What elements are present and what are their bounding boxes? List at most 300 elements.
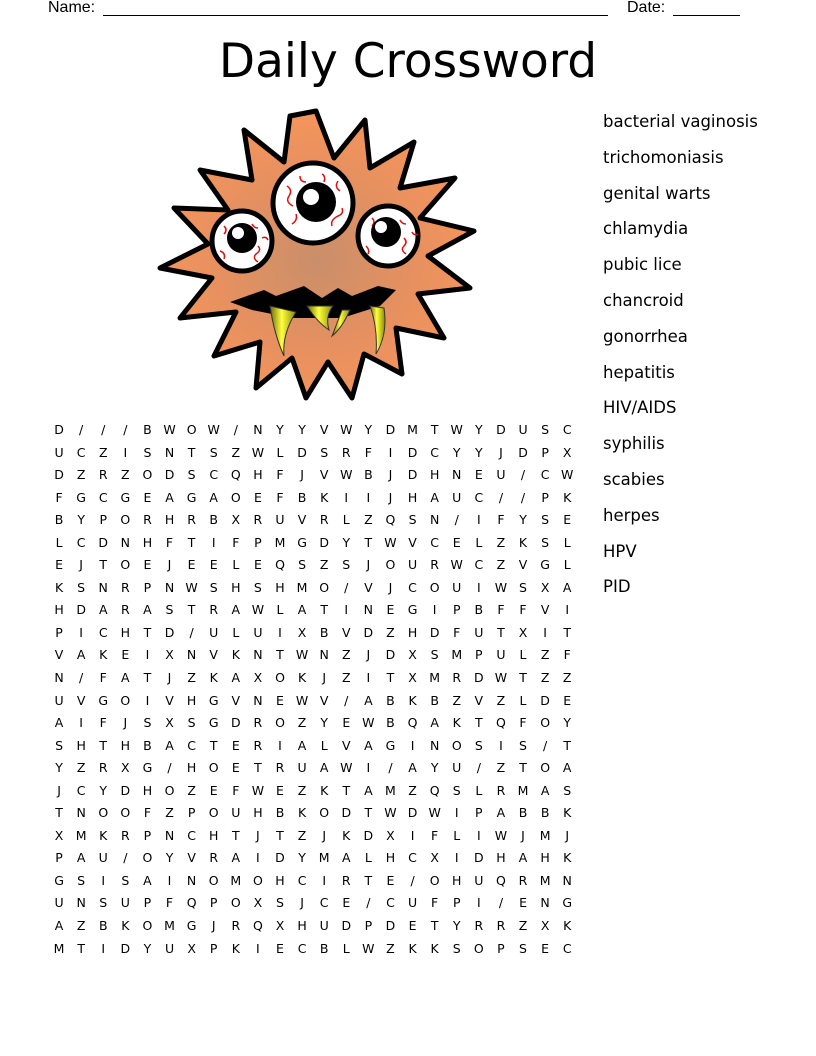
grid-cell[interactable]: O: [142, 918, 153, 934]
grid-cell[interactable]: L: [453, 827, 461, 843]
grid-cell[interactable]: B: [474, 602, 484, 618]
grid-cell[interactable]: E: [143, 489, 152, 505]
grid-cell[interactable]: U: [452, 579, 462, 595]
grid-cell[interactable]: H: [253, 805, 263, 821]
grid-cell[interactable]: T: [430, 422, 439, 437]
grid-cell[interactable]: R: [187, 512, 196, 528]
grid-cell[interactable]: W: [494, 827, 508, 843]
grid-cell[interactable]: A: [364, 692, 373, 708]
grid-cell[interactable]: C: [297, 872, 307, 888]
grid-cell[interactable]: S: [563, 782, 572, 798]
grid-cell[interactable]: I: [79, 624, 83, 640]
grid-cell[interactable]: D: [363, 827, 374, 843]
grid-cell[interactable]: K: [563, 805, 572, 821]
grid-cell[interactable]: J: [366, 647, 371, 663]
grid-cell[interactable]: J: [322, 827, 327, 843]
grid-cell[interactable]: A: [98, 602, 108, 618]
grid-cell[interactable]: P: [55, 850, 63, 866]
grid-cell[interactable]: /: [410, 872, 415, 888]
grid-cell[interactable]: T: [99, 557, 108, 573]
grid-cell[interactable]: V: [518, 557, 528, 573]
grid-cell[interactable]: R: [253, 512, 263, 528]
grid-cell[interactable]: A: [540, 782, 550, 798]
grid-cell[interactable]: O: [429, 579, 440, 595]
grid-cell[interactable]: O: [208, 805, 219, 821]
grid-cell[interactable]: U: [231, 805, 241, 821]
grid-cell[interactable]: Z: [562, 670, 572, 686]
grid-cell[interactable]: S: [342, 557, 351, 573]
grid-cell[interactable]: P: [55, 624, 63, 640]
grid-cell[interactable]: E: [276, 782, 284, 798]
grid-cell[interactable]: O: [275, 715, 285, 731]
grid-cell[interactable]: K: [297, 670, 307, 686]
grid-cell[interactable]: I: [454, 805, 459, 821]
grid-cell[interactable]: W: [163, 422, 176, 437]
grid-cell[interactable]: Z: [364, 512, 373, 528]
grid-cell[interactable]: U: [496, 467, 506, 483]
grid-cell[interactable]: O: [540, 715, 551, 731]
grid-cell[interactable]: Z: [297, 782, 307, 798]
grid-cell[interactable]: H: [275, 872, 285, 888]
grid-cell[interactable]: S: [187, 467, 196, 483]
grid-cell[interactable]: H: [253, 467, 263, 483]
grid-cell[interactable]: D: [120, 940, 131, 956]
grid-cell[interactable]: A: [143, 872, 152, 888]
grid-cell[interactable]: H: [76, 737, 86, 753]
grid-cell[interactable]: H: [142, 534, 153, 550]
grid-cell[interactable]: J: [300, 467, 304, 483]
grid-cell[interactable]: F: [497, 602, 505, 618]
grid-cell[interactable]: Z: [297, 827, 307, 843]
grid-cell[interactable]: Z: [496, 557, 506, 573]
grid-cell[interactable]: H: [540, 850, 550, 866]
grid-cell[interactable]: T: [475, 715, 483, 731]
grid-cell[interactable]: M: [230, 872, 242, 888]
grid-cell[interactable]: D: [120, 782, 131, 798]
grid-cell[interactable]: S: [165, 602, 174, 618]
grid-cell[interactable]: F: [364, 444, 372, 460]
grid-cell[interactable]: C: [562, 940, 572, 956]
grid-cell[interactable]: /: [520, 467, 526, 483]
grid-cell[interactable]: E: [209, 557, 218, 573]
grid-cell[interactable]: C: [76, 444, 86, 460]
grid-cell[interactable]: O: [142, 467, 153, 483]
grid-cell[interactable]: Z: [76, 760, 86, 776]
grid-cell[interactable]: U: [209, 624, 219, 640]
grid-cell[interactable]: I: [278, 737, 282, 753]
grid-cell[interactable]: K: [563, 918, 572, 934]
grid-cell[interactable]: B: [297, 489, 307, 505]
grid-cell[interactable]: B: [319, 624, 329, 640]
grid-cell[interactable]: V: [319, 692, 329, 708]
grid-cell[interactable]: J: [499, 444, 503, 460]
grid-cell[interactable]: B: [143, 737, 152, 753]
grid-cell[interactable]: G: [76, 489, 86, 505]
grid-cell[interactable]: N: [54, 670, 64, 686]
grid-cell[interactable]: R: [341, 872, 351, 888]
grid-cell[interactable]: J: [211, 918, 216, 934]
grid-cell[interactable]: A: [76, 850, 86, 866]
grid-cell[interactable]: S: [519, 737, 527, 753]
grid-cell[interactable]: M: [385, 782, 396, 798]
grid-cell[interactable]: W: [295, 647, 309, 663]
grid-cell[interactable]: V: [474, 692, 484, 708]
grid-cell[interactable]: O: [186, 422, 197, 437]
grid-cell[interactable]: X: [253, 895, 263, 911]
grid-cell[interactable]: I: [123, 444, 128, 460]
grid-cell[interactable]: T: [77, 940, 85, 956]
grid-cell[interactable]: A: [54, 918, 64, 934]
grid-cell[interactable]: S: [276, 895, 284, 911]
grid-cell[interactable]: S: [541, 512, 550, 528]
grid-cell[interactable]: K: [231, 940, 240, 956]
grid-cell[interactable]: D: [98, 534, 109, 550]
grid-cell[interactable]: A: [430, 715, 439, 731]
grid-cell[interactable]: H: [496, 850, 506, 866]
grid-cell[interactable]: /: [79, 670, 84, 686]
grid-cell[interactable]: X: [231, 512, 241, 528]
grid-cell[interactable]: M: [318, 850, 330, 866]
grid-cell[interactable]: J: [521, 827, 525, 843]
grid-cell[interactable]: T: [519, 760, 527, 776]
grid-cell[interactable]: I: [256, 940, 260, 956]
grid-cell[interactable]: H: [275, 579, 285, 595]
grid-cell[interactable]: E: [187, 557, 196, 573]
grid-cell[interactable]: E: [408, 918, 417, 934]
grid-cell[interactable]: C: [430, 534, 439, 550]
grid-cell[interactable]: X: [430, 850, 439, 866]
grid-cell[interactable]: X: [386, 827, 395, 843]
grid-cell[interactable]: W: [340, 760, 353, 776]
grid-cell[interactable]: D: [474, 850, 484, 866]
grid-cell[interactable]: T: [187, 534, 196, 550]
grid-cell[interactable]: /: [498, 895, 504, 911]
grid-cell[interactable]: E: [563, 692, 572, 708]
grid-cell[interactable]: O: [429, 872, 440, 888]
grid-cell[interactable]: P: [99, 512, 107, 528]
grid-cell[interactable]: A: [165, 489, 174, 505]
grid-cell[interactable]: I: [410, 737, 415, 753]
grid-cell[interactable]: R: [120, 827, 130, 843]
grid-cell[interactable]: N: [562, 872, 572, 888]
grid-cell[interactable]: O: [275, 670, 285, 686]
grid-cell[interactable]: F: [99, 670, 107, 686]
grid-cell[interactable]: S: [253, 579, 262, 595]
grid-cell[interactable]: B: [540, 805, 550, 821]
grid-cell[interactable]: O: [540, 760, 551, 776]
date-field[interactable]: [673, 15, 740, 16]
grid-cell[interactable]: R: [231, 918, 241, 934]
grid-cell[interactable]: N: [164, 827, 175, 843]
grid-cell[interactable]: B: [54, 512, 64, 528]
grid-cell[interactable]: A: [165, 737, 174, 753]
grid-cell[interactable]: B: [143, 422, 152, 437]
grid-cell[interactable]: T: [254, 760, 262, 776]
grid-cell[interactable]: D: [518, 444, 528, 460]
grid-cell[interactable]: G: [297, 534, 307, 550]
grid-cell[interactable]: J: [300, 895, 304, 911]
grid-cell[interactable]: T: [143, 624, 152, 640]
grid-cell[interactable]: Z: [386, 624, 395, 640]
grid-cell[interactable]: A: [496, 805, 506, 821]
grid-cell[interactable]: T: [99, 737, 108, 753]
grid-cell[interactable]: K: [99, 827, 108, 843]
grid-cell[interactable]: X: [253, 670, 263, 686]
grid-cell[interactable]: S: [77, 579, 86, 595]
grid-cell[interactable]: H: [452, 872, 462, 888]
grid-cell[interactable]: P: [143, 827, 152, 843]
grid-cell[interactable]: U: [518, 422, 528, 437]
grid-cell[interactable]: L: [475, 534, 483, 550]
grid-cell[interactable]: P: [475, 805, 483, 821]
grid-cell[interactable]: B: [364, 467, 373, 483]
grid-cell[interactable]: G: [407, 602, 418, 618]
grid-cell[interactable]: N: [429, 512, 440, 528]
grid-cell[interactable]: R: [452, 670, 462, 686]
grid-cell[interactable]: H: [120, 624, 131, 640]
grid-cell[interactable]: /: [123, 850, 128, 866]
grid-cell[interactable]: P: [143, 895, 152, 911]
grid-cell[interactable]: L: [55, 534, 63, 550]
grid-cell[interactable]: U: [297, 760, 307, 776]
grid-cell[interactable]: V: [231, 692, 241, 708]
grid-cell[interactable]: D: [407, 444, 418, 460]
grid-cell[interactable]: N: [253, 647, 263, 663]
grid-cell[interactable]: K: [121, 918, 130, 934]
grid-cell[interactable]: D: [319, 534, 329, 550]
grid-cell[interactable]: J: [167, 670, 172, 686]
grid-cell[interactable]: I: [79, 715, 83, 731]
grid-cell[interactable]: F: [276, 489, 284, 505]
grid-cell[interactable]: M: [274, 534, 286, 550]
grid-cell[interactable]: /: [388, 760, 393, 776]
grid-cell[interactable]: A: [518, 850, 528, 866]
grid-cell[interactable]: D: [230, 715, 241, 731]
grid-cell[interactable]: W: [450, 557, 463, 573]
grid-cell[interactable]: I: [167, 872, 172, 888]
grid-cell[interactable]: F: [55, 489, 63, 505]
grid-cell[interactable]: I: [432, 602, 437, 618]
grid-cell[interactable]: I: [322, 872, 327, 888]
grid-cell[interactable]: U: [319, 918, 329, 934]
grid-cell[interactable]: I: [476, 512, 481, 528]
grid-cell[interactable]: P: [209, 940, 218, 956]
grid-cell[interactable]: I: [101, 940, 106, 956]
grid-cell[interactable]: O: [385, 557, 396, 573]
grid-cell[interactable]: M: [429, 670, 441, 686]
grid-cell[interactable]: D: [407, 805, 418, 821]
grid-cell[interactable]: I: [366, 760, 371, 776]
grid-cell[interactable]: I: [499, 737, 503, 753]
grid-cell[interactable]: Y: [99, 782, 108, 798]
grid-cell[interactable]: Z: [540, 670, 550, 686]
grid-cell[interactable]: X: [165, 647, 174, 663]
grid-cell[interactable]: X: [165, 715, 174, 731]
grid-cell[interactable]: G: [562, 895, 573, 911]
grid-cell[interactable]: Q: [407, 715, 418, 731]
grid-cell[interactable]: F: [497, 512, 505, 528]
grid-cell[interactable]: X: [518, 624, 528, 640]
grid-cell[interactable]: S: [77, 872, 86, 888]
grid-cell[interactable]: T: [276, 647, 284, 663]
grid-cell[interactable]: T: [342, 782, 351, 798]
grid-cell[interactable]: I: [145, 692, 150, 708]
grid-cell[interactable]: /: [454, 512, 459, 528]
grid-cell[interactable]: E: [253, 557, 262, 573]
grid-cell[interactable]: G: [186, 489, 197, 505]
grid-cell[interactable]: S: [209, 444, 218, 460]
grid-cell[interactable]: D: [385, 647, 396, 663]
grid-cell[interactable]: Z: [76, 918, 86, 934]
grid-cell[interactable]: U: [98, 850, 108, 866]
grid-cell[interactable]: L: [519, 647, 527, 663]
grid-cell[interactable]: L: [563, 557, 571, 573]
grid-cell[interactable]: B: [518, 805, 528, 821]
grid-cell[interactable]: I: [366, 489, 371, 505]
grid-cell[interactable]: Y: [77, 512, 85, 528]
grid-cell[interactable]: O: [230, 489, 241, 505]
grid-cell[interactable]: V: [209, 647, 218, 663]
grid-cell[interactable]: J: [366, 557, 371, 573]
grid-cell[interactable]: K: [209, 670, 218, 686]
grid-cell[interactable]: Z: [231, 444, 241, 460]
grid-cell[interactable]: L: [519, 692, 527, 708]
grid-cell[interactable]: L: [475, 782, 483, 798]
grid-cell[interactable]: I: [476, 895, 481, 911]
grid-cell[interactable]: I: [476, 579, 481, 595]
grid-cell[interactable]: F: [431, 895, 439, 911]
grid-cell[interactable]: D: [429, 624, 440, 640]
grid-cell[interactable]: D: [341, 918, 352, 934]
grid-cell[interactable]: S: [187, 715, 196, 731]
grid-cell[interactable]: S: [452, 940, 461, 956]
grid-cell[interactable]: G: [142, 760, 153, 776]
grid-cell[interactable]: J: [256, 827, 260, 843]
grid-cell[interactable]: F: [431, 827, 439, 843]
grid-cell[interactable]: N: [452, 467, 462, 483]
grid-cell[interactable]: A: [143, 602, 152, 618]
grid-cell[interactable]: B: [98, 918, 108, 934]
grid-cell[interactable]: /: [233, 422, 238, 437]
grid-cell[interactable]: C: [474, 489, 484, 505]
grid-cell[interactable]: W: [340, 422, 353, 437]
grid-cell[interactable]: O: [319, 579, 330, 595]
grid-cell[interactable]: D: [496, 422, 506, 437]
grid-cell[interactable]: E: [209, 782, 218, 798]
grid-cell[interactable]: C: [430, 444, 439, 460]
grid-cell[interactable]: R: [209, 602, 219, 618]
grid-cell[interactable]: V: [341, 624, 351, 640]
grid-cell[interactable]: E: [121, 647, 130, 663]
grid-cell[interactable]: R: [253, 737, 263, 753]
grid-cell[interactable]: F: [232, 534, 240, 550]
grid-cell[interactable]: F: [232, 782, 240, 798]
grid-cell[interactable]: N: [429, 737, 440, 753]
grid-cell[interactable]: N: [363, 602, 374, 618]
grid-cell[interactable]: Q: [496, 872, 506, 888]
grid-cell[interactable]: P: [143, 579, 152, 595]
grid-cell[interactable]: E: [519, 895, 527, 911]
grid-cell[interactable]: S: [55, 737, 64, 753]
grid-cell[interactable]: O: [120, 805, 131, 821]
grid-cell[interactable]: /: [366, 895, 371, 911]
grid-cell[interactable]: R: [496, 918, 506, 934]
grid-cell[interactable]: S: [474, 737, 483, 753]
grid-cell[interactable]: O: [164, 782, 175, 798]
grid-cell[interactable]: J: [388, 579, 393, 595]
grid-cell[interactable]: N: [186, 647, 197, 663]
grid-cell[interactable]: W: [251, 444, 265, 460]
grid-cell[interactable]: U: [496, 647, 506, 663]
grid-cell[interactable]: A: [364, 782, 373, 798]
grid-cell[interactable]: S: [298, 557, 307, 573]
grid-cell[interactable]: Q: [230, 467, 241, 483]
grid-cell[interactable]: E: [452, 534, 461, 550]
grid-cell[interactable]: E: [474, 467, 483, 483]
grid-cell[interactable]: Y: [364, 422, 373, 437]
grid-cell[interactable]: H: [297, 918, 307, 934]
grid-cell[interactable]: K: [54, 579, 64, 595]
grid-cell[interactable]: A: [562, 760, 572, 776]
grid-cell[interactable]: M: [75, 827, 87, 843]
grid-cell[interactable]: X: [54, 827, 64, 843]
grid-cell[interactable]: W: [450, 422, 463, 437]
grid-cell[interactable]: U: [452, 489, 462, 505]
grid-cell[interactable]: V: [540, 602, 550, 618]
grid-cell[interactable]: G: [208, 715, 219, 731]
grid-cell[interactable]: J: [167, 557, 172, 573]
grid-cell[interactable]: Q: [186, 895, 197, 911]
grid-cell[interactable]: Y: [342, 534, 351, 550]
grid-cell[interactable]: /: [344, 692, 349, 708]
grid-cell[interactable]: X: [540, 918, 550, 934]
grid-cell[interactable]: I: [344, 489, 349, 505]
grid-cell[interactable]: C: [187, 827, 196, 843]
grid-cell[interactable]: R: [518, 872, 528, 888]
grid-cell[interactable]: T: [231, 827, 240, 843]
grid-cell[interactable]: H: [186, 692, 197, 708]
grid-cell[interactable]: Y: [165, 850, 174, 866]
grid-cell[interactable]: F: [519, 602, 527, 618]
grid-cell[interactable]: X: [297, 624, 307, 640]
grid-cell[interactable]: Z: [121, 467, 130, 483]
grid-cell[interactable]: I: [388, 444, 393, 460]
grid-cell[interactable]: C: [386, 895, 395, 911]
grid-cell[interactable]: /: [79, 422, 84, 437]
grid-cell[interactable]: J: [388, 489, 393, 505]
grid-cell[interactable]: J: [388, 467, 393, 483]
grid-cell[interactable]: D: [407, 467, 418, 483]
grid-cell[interactable]: W: [561, 467, 574, 483]
grid-cell[interactable]: H: [231, 579, 241, 595]
grid-cell[interactable]: V: [341, 737, 351, 753]
grid-cell[interactable]: O: [120, 512, 131, 528]
grid-cell[interactable]: P: [475, 647, 483, 663]
grid-cell[interactable]: D: [76, 602, 86, 618]
grid-cell[interactable]: N: [253, 422, 263, 437]
grid-cell[interactable]: Z: [518, 918, 528, 934]
grid-cell[interactable]: D: [164, 624, 175, 640]
grid-cell[interactable]: N: [76, 805, 86, 821]
grid-cell[interactable]: X: [275, 918, 285, 934]
grid-cell[interactable]: R: [430, 557, 439, 573]
grid-cell[interactable]: E: [386, 602, 395, 618]
grid-cell[interactable]: A: [54, 715, 64, 731]
grid-cell[interactable]: Q: [252, 918, 263, 934]
grid-cell[interactable]: K: [408, 692, 417, 708]
grid-cell[interactable]: O: [142, 850, 153, 866]
grid-cell[interactable]: U: [253, 624, 263, 640]
